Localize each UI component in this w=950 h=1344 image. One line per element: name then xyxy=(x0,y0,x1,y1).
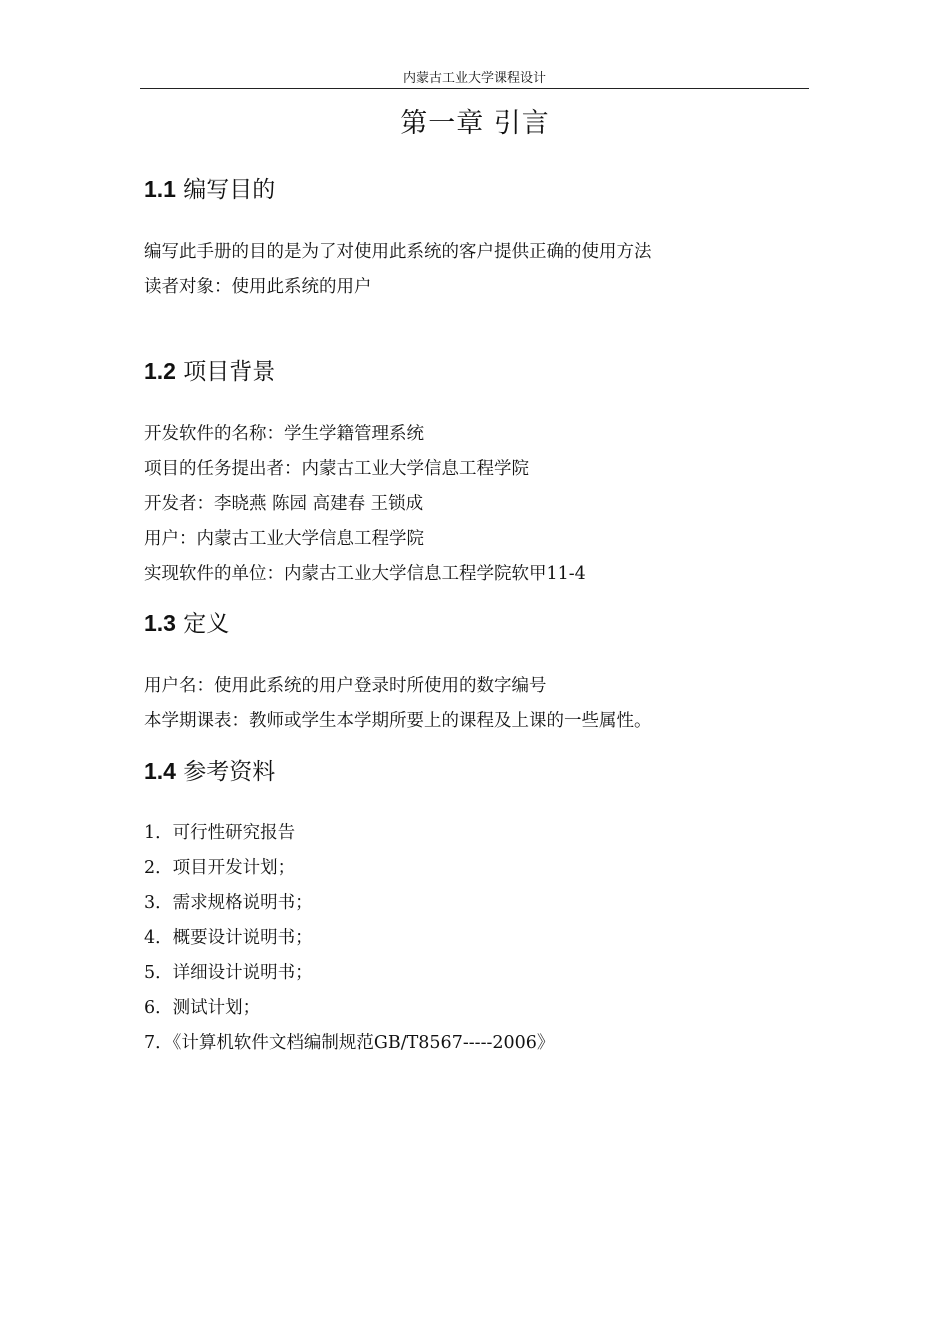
reference-item: 6．测试计划； xyxy=(144,998,261,1018)
reference-item: 5．详细设计说明书； xyxy=(144,963,313,983)
section-title: 参考资料 xyxy=(183,759,276,785)
paragraph-line: 项目的任务提出者：内蒙古工业大学信息工程学院 xyxy=(144,459,529,479)
paragraph-line: 本学期课表：教师或学生本学期所要上的课程及上课的一些属性。 xyxy=(144,711,652,731)
section-heading-1-3 xyxy=(144,608,229,639)
chapter-title: 第一章 引言 xyxy=(400,108,550,139)
section-title: 编写目的 xyxy=(183,177,276,203)
paragraph-line: 开发者：李晓燕 陈园 高建春 王锁成 xyxy=(144,494,424,514)
section-number: 1.2 xyxy=(144,358,176,384)
paragraph-line: 实现软件的单位：内蒙古工业大学信息工程学院软甲11-4 xyxy=(144,564,586,584)
section-number: 1.3 xyxy=(144,610,176,636)
paragraph-line: 用户名：使用此系统的用户登录时所使用的数字编号 xyxy=(144,676,547,696)
section-title: 项目背景 xyxy=(183,359,276,385)
section-heading-1-2 xyxy=(144,356,275,387)
running-header: 内蒙古工业大学课程设计 xyxy=(402,71,546,86)
section-number: 1.1 xyxy=(144,176,176,202)
reference-item: 4．概要设计说明书； xyxy=(144,928,313,948)
section-title: 定义 xyxy=(183,611,230,637)
paragraph-line: 编写此手册的目的是为了对使用此系统的客户提供正确的使用方法 xyxy=(144,242,652,262)
reference-item: 1．可行性研究报告 xyxy=(144,823,296,843)
paragraph-line: 用户：内蒙古工业大学信息工程学院 xyxy=(144,529,424,549)
reference-item: 3．需求规格说明书； xyxy=(144,893,313,913)
paragraph-line: 读者对象：使用此系统的用户 xyxy=(144,277,372,297)
paragraph-line: 开发软件的名称：学生学籍管理系统 xyxy=(144,424,424,444)
reference-item: 2．项目开发计划； xyxy=(144,858,296,878)
section-heading-1-1 xyxy=(144,174,275,205)
section-number: 1.4 xyxy=(144,758,176,784)
section-heading-1-4 xyxy=(144,756,275,787)
header-rule xyxy=(140,88,809,89)
reference-item: 7．《计算机软件文档编制规范GB/T8567-----2006》 xyxy=(144,1033,555,1053)
